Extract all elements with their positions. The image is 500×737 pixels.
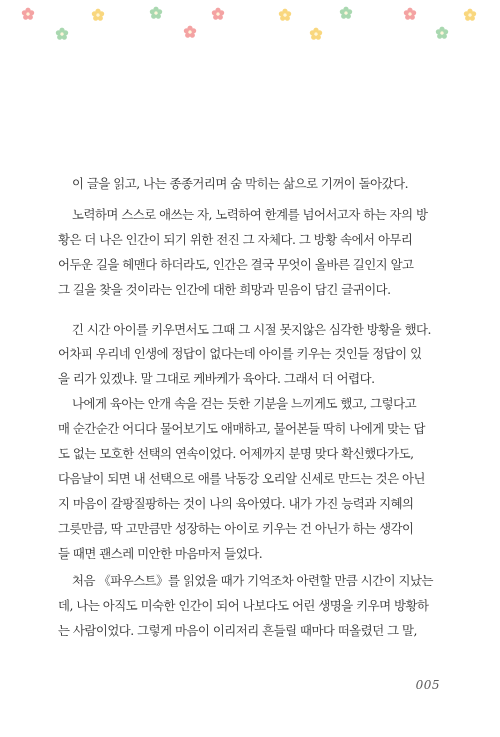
floral-border xyxy=(0,0,500,42)
flower-icon xyxy=(21,7,35,21)
flower-icon xyxy=(149,6,163,20)
text-line: 어차피 우리네 인생에 정답이 없다는데 아이를 키우는 것인들 정답이 있 xyxy=(58,346,422,361)
flower-icon xyxy=(435,26,449,40)
text-line: 데, 나는 아직도 미숙한 인간이 되어 나보다도 어린 생명을 키우며 방황하 xyxy=(58,598,429,613)
text-line: 노력하며 스스로 애쓰는 자, 노력하여 한계를 넘어서고자 하는 자의 방 xyxy=(72,207,428,222)
text-line: 이 글을 읽고, 나는 종종거리며 숨 막히는 삶으로 기꺼이 돌아갔다. xyxy=(72,176,409,191)
text-line: 을 리가 있겠냐. 말 그대로 케바케가 육아다. 그래서 더 어렵다. xyxy=(58,371,375,386)
text-line: 황은 더 나은 인간이 되기 위한 전진 그 자체다. 그 방황 속에서 아무리 xyxy=(58,232,413,247)
flower-icon xyxy=(278,8,292,22)
text-line: 어두운 길을 헤맨다 하더라도, 인간은 결국 무엇이 올바른 길인지 알고 xyxy=(58,257,414,272)
flower-icon xyxy=(183,25,197,39)
text-line: 나에게 육아는 안개 속을 걷는 듯한 기분을 느끼게도 했고, 그렇다고 xyxy=(72,396,417,411)
flower-icon xyxy=(403,7,417,21)
text-line: 그릇만큼, 딱 고만큼만 성장하는 아이로 키우는 건 아닌가 하는 생각이 xyxy=(58,521,414,536)
flower-icon xyxy=(55,27,69,41)
flower-icon xyxy=(339,6,353,20)
text-line: 처음 《파우스트》를 읽었을 때가 기억조차 아련할 만큼 시간이 지났는 xyxy=(72,573,433,588)
page-number: 005 xyxy=(415,678,440,692)
flower-icon xyxy=(91,8,105,22)
flower-icon xyxy=(309,27,323,41)
text-line: 긴 시간 아이를 키우면서도 그때 그 시절 못지않은 심각한 방황을 했다. xyxy=(72,322,431,337)
text-line: 도 없는 모호한 선택의 연속이었다. 어제까지 분명 맞다 확신했다가도, xyxy=(58,446,414,461)
text-line: 매 순간순간 어디다 물어보기도 애매하고, 물어본들 딱히 나에게 맞는 답 xyxy=(58,421,425,436)
flower-icon xyxy=(211,7,225,21)
text-line: 들 때면 괜스레 미안한 마음마저 들었다. xyxy=(58,546,263,561)
text-line: 그 길을 찾을 것이라는 인간에 대한 희망과 믿음이 담긴 글귀이다. xyxy=(58,282,391,297)
flower-icon xyxy=(463,8,477,22)
text-line: 지 마음이 갈팡질팡하는 것이 나의 육아였다. 내가 가진 능력과 지혜의 xyxy=(58,496,414,511)
text-line: 는 사람이었다. 그렇게 마음이 이리저리 흔들릴 때마다 떠올렸던 그 말, xyxy=(58,623,417,638)
text-line: 다음날이 되면 내 선택으로 애를 낙동강 오리알 신세로 만드는 것은 아닌 xyxy=(58,471,425,486)
